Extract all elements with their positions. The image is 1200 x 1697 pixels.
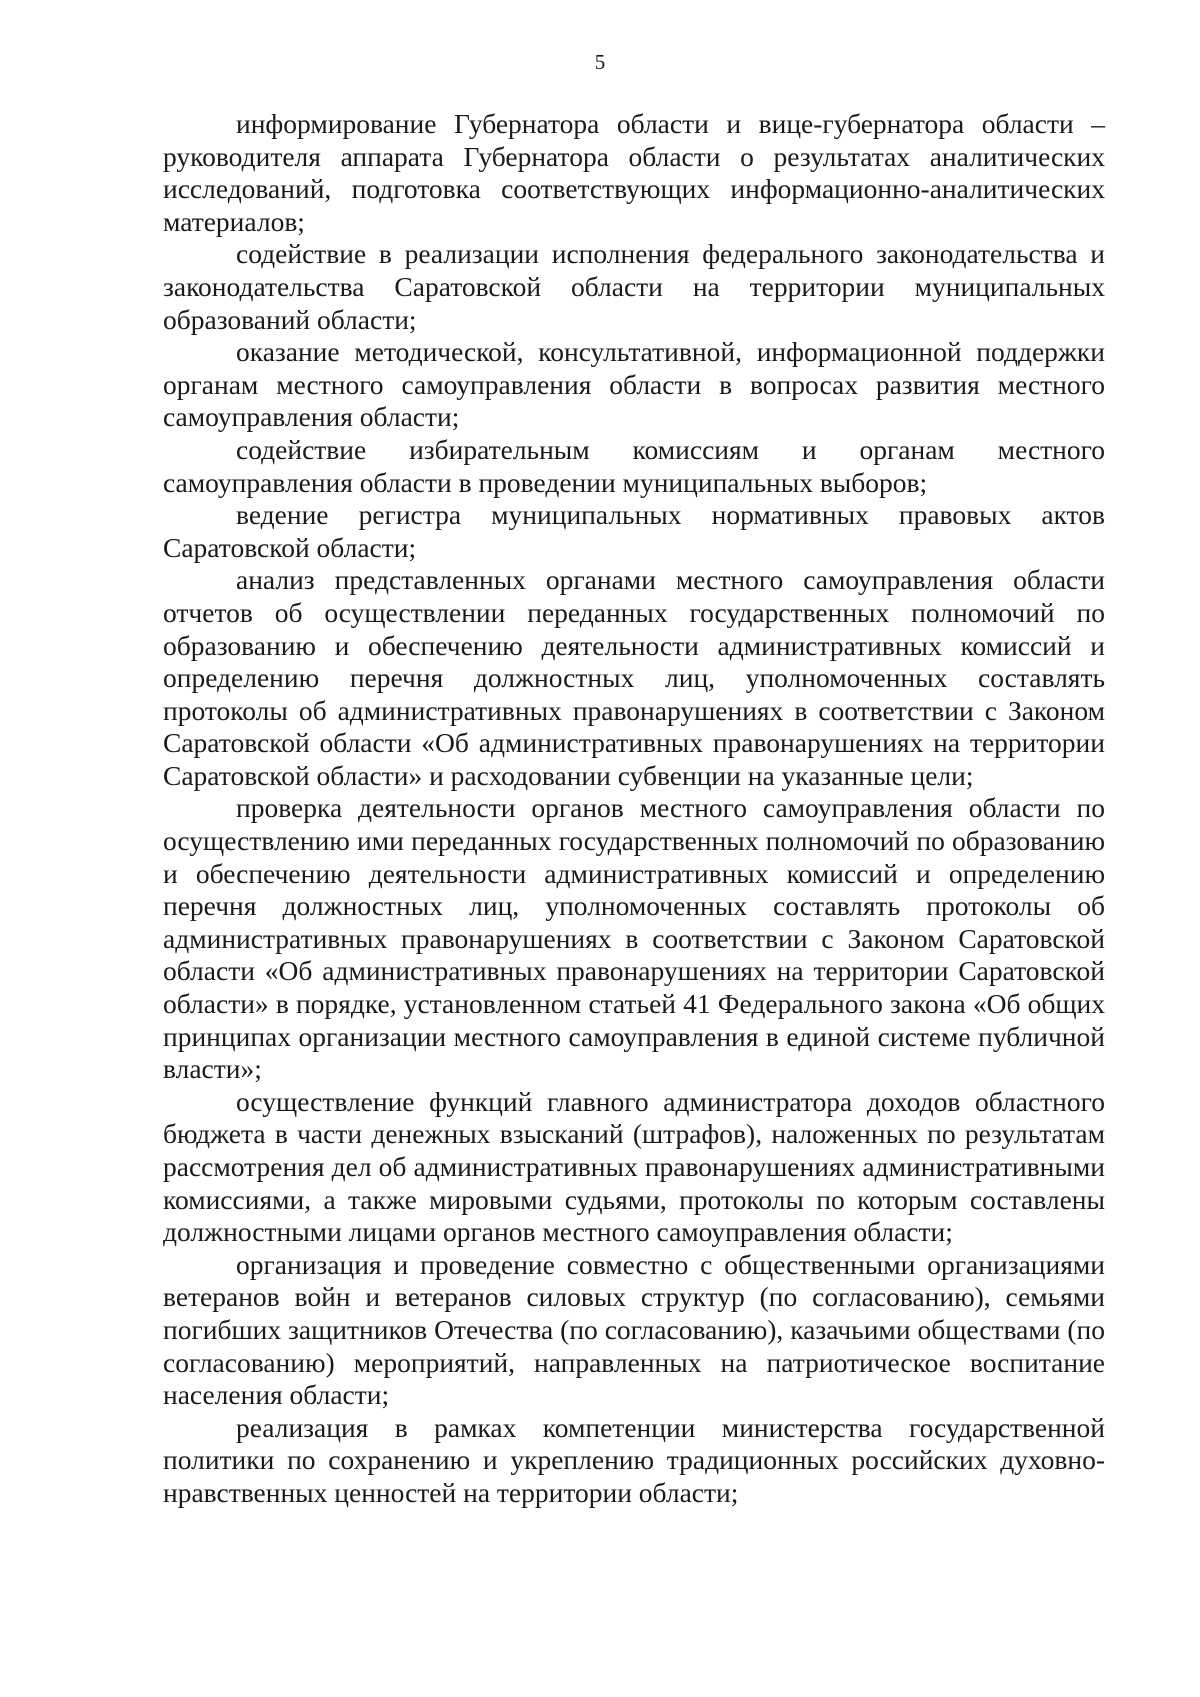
paragraph: оказание методической, консультативной, информационной поддержки органам местного самоуправления области в вопросах развития местного самоуправления области; — [163, 336, 1105, 433]
paragraph: информирование Губернатора области и вице-губернатора области – руководителя аппарата Губернатора области о результатах аналитических исследований, подготовка соответствующих информационно-аналитических материалов; — [163, 108, 1105, 237]
page-number: 5 — [594, 50, 606, 74]
document-body — [163, 108, 1105, 1510]
paragraph: реализация в рамках компетенции министерства государственной политики по сохранению и укреплению традиционных российских духовно-нравственных ценностей на территории области; — [163, 1411, 1105, 1508]
paragraph: содействие в реализации исполнения федерального законодательства и законодательства Саратовской области на территории муниципальных образований области; — [163, 238, 1105, 335]
paragraph: содействие избирательным комиссиям и органам местного самоуправления области в проведении муниципальных выборов; — [163, 433, 1105, 498]
paragraph: организация и проведение совместно с общественными организациями ветеранов войн и ветеранов силовых структур (по согласованию), семьями погибших защитников Отечества (по согласованию), казачьими обществами (по согласованию) мероприятий, направленных на патриотическое воспитание населения области; — [163, 1248, 1105, 1411]
paragraph: осуществление функций главного администратора доходов областного бюджета в части денежных взысканий (штрафов), наложенных по результатам рассмотрения дел об административных правонарушениях административными комиссиями, а также мировыми судьями, протоколы по которым составлены должностными лицами органов местного самоуправления области; — [163, 1085, 1105, 1248]
paragraph: проверка деятельности органов местного самоуправления области по осуществлению ими переданных государственных полномочий по образованию и обеспечению деятельности административных комиссий и определению перечня должностных лиц, уполномоченных составлять протоколы об административных правонарушениях в соответствии с Законом Саратовской области «Об административных правонарушениях на территории Саратовской области» в порядке, установленном статьей 41 Федерального закона «Об общих принципах организации местного самоуправления в единой системе публичной власти»; — [163, 792, 1105, 1085]
paragraph: анализ представленных органами местного самоуправления области отчетов об осуществлении переданных государственных полномочий по образованию и обеспечению деятельности административных комиссий и определению перечня должностных лиц, уполномоченных составлять протоколы об административных правонарушениях в соответствии с Законом Саратовской области «Об административных правонарушениях на территории Саратовской области» и расходовании субвенции на указанные цели; — [163, 564, 1105, 791]
paragraph: ведение регистра муниципальных нормативных правовых актов Саратовской области; — [163, 499, 1105, 563]
